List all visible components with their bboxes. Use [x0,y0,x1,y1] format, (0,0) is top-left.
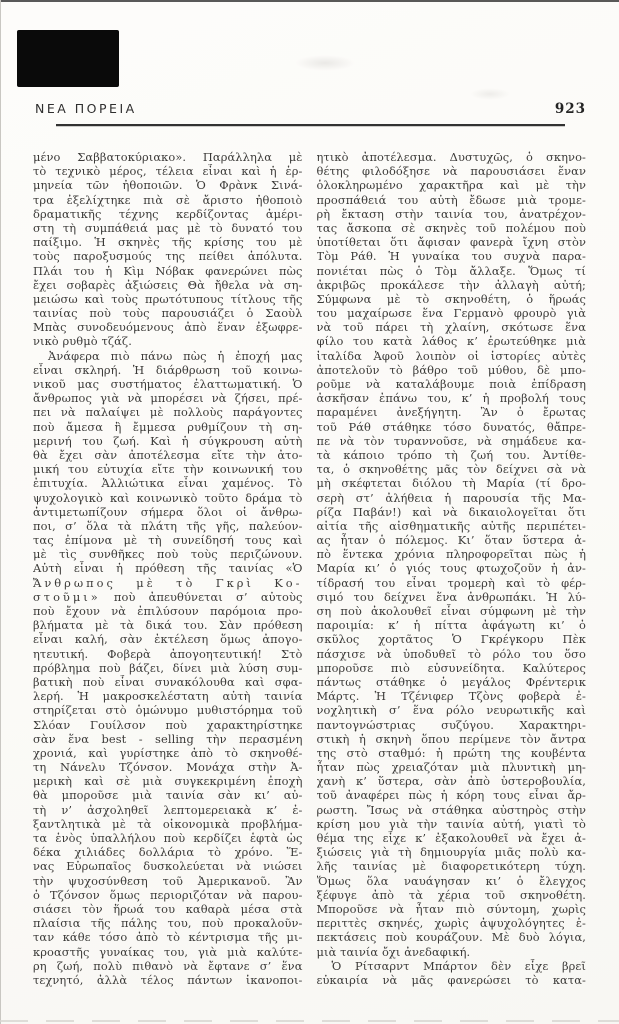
text-line: αἰτία τῆς αἰσθηματικῆς αὐτῆς περιπέτει- [316,518,586,533]
text-line: ρη ζωή, πολὺ πιθανὸ νὰ ἔφτανε σ’ ἕνα [33,958,303,973]
text-line: βατικὴ ποὺ εἶναι συνακόλουθα καὶ σφα- [33,674,303,689]
text-line: Αὐτὴ εἶναι ἡ πρόθεση τῆς ταινίας «Ὁ [33,561,303,576]
text-line: Ὅμως ὅλα ναυάγησαν κι’ ὁ ἔλεγχος [316,873,586,888]
text-line: ρίζα Παβάν!) καὶ νὰ δικαιολογεῖται ὅτι [316,504,586,519]
text-line: δέκα χιλιάδες δολλάρια τὸ χρόνο. Ἕ- [33,845,303,860]
text-line: ας ἦταν ὁ πόλεμος. Κι’ ὅταν ὕστερα ἀ- [316,533,586,548]
text-line: μένο Σαββατοκύριακο». Παράλληλα μὲ [33,150,303,164]
text-line: τὴ ν’ ἀσχοληθεῖ λεπτομερειακὰ κ’ ἐ- [33,802,303,817]
text-line: νικὸ ρυθμὸ τζάζ. [33,334,132,349]
text-line: Μαρία κι’ ὁ γιός τους φτωχοζοῦν ἡ ἀν- [316,561,586,576]
text-line: παίξιμο. Ἡ σκηνὲς τῆς κρίσης του μὲ [33,235,303,250]
text-line: τας ἐπίμονα μὲ τὴ συνείδησή τους καὶ [33,533,303,548]
text-line: ἐπιτυχία. Ἀλλιώτικα εἶναι χαμένος. Τὸ [33,476,303,491]
right-column [317,150,587,987]
text-line: πονιέται πὼς ὁ Τὸμ ἄλλαξε. Ὅμως τί [316,263,586,278]
text-line: στοῦμι» ποὺ ἀπευθύνεται σ’ αὐτοὺς [33,589,303,604]
text-line: μειώσω καὶ τοὺς πρωτότυπους τίτλους τῆς [33,291,303,306]
text-line: ψυχολογικὸ καὶ κοινωνικὸ τοῦτο δράμα τὸ [33,490,303,505]
text-line: τη Νάνελυ Τζόνσον. Μονάχα στὴν Ἀ- [33,760,303,775]
text-line: προσπάθειά του αὐτὴ ἔδωσε μιὰ τρομε- [316,192,586,207]
text-line: μερικὴ καὶ σὲ μιὰ συγκεκριμένη ἐποχὴ [33,774,303,789]
text-line: τρα ἐξελίχτηκε πιὰ σὲ ἄριστο ἠθοποιὸ [33,192,303,207]
text-line: περιττὲς σκηνές, χωρὶς ἀψυχολόγητες ἐ- [316,916,586,931]
text-line: ποι, σ’ ὅλα τὰ πλάτη τῆς γῆς, παλεύον- [33,518,303,533]
text-line: ἀντιμετωπίζουν σήμερα ὅλοι οἱ ἄνθρω- [33,504,303,519]
text-line: ἀποτελοῦν τὸ βάθρο τοῦ μύθου, δὲ μπο- [316,362,586,377]
header-rule [56,124,565,126]
scan-bottom-edge [0,1020,619,1022]
text-line: πε νὰ τὸν τυραννοῦσε, νὰ σημάδευε κα- [316,433,586,448]
text-line: ταν κάθε τόσο ἀπὸ τὸ κέντρισμα τῆς μι- [33,930,303,945]
text-line: πάντως στάθηκε ὁ μεγάλος Φρέντερικ [316,674,586,689]
text-line: στικὴ ἡ σκηνὴ ὅπου περίμενε τὸν ἄντρα [316,731,586,746]
text-line: Μπὰς συνοδευόμενους ἀπὸ ἕναν ἐξωφρε- [33,320,303,335]
text-line: στηρίζεται στὸ ὁμώνυμο μυθιστόρημα τοῦ [33,703,303,718]
text-line: ρωστη. Ἴσως νὰ στάθηκα αὐστηρὸς στὴν [316,802,586,817]
text-line: ἔχει σοβαρὲς ἀξιώσεις Θὰ ἤθελα νὰ ση- [33,277,303,292]
text-line: μὲ τὶς συνθῆκες ποὺ τοὺς περιζώνουν. [33,547,303,562]
text-line: τεχνητό, ἀλλὰ τέλος πάντων ἱκανοποι- [33,972,303,987]
text-line: ξιώσεις γιὰ τὴ δημιουργία μιᾶς πολὺ κα- [316,845,586,860]
text-line: τὰ κάποιο τρόπο τὴ ζωή του. Ἀντίθε- [316,447,586,462]
text-line: τίδρασή του εἶναι τρομερὴ καὶ τὸ φέρ- [316,575,586,590]
text-line: πὸ ἕντεκα χρόνια πληροφορεῖται πὼς ἡ [316,547,586,562]
text-line: μηνεία τῶν ἠθοποιῶν. Ὁ Φρὰνκ Σινά- [33,178,303,193]
left-column [33,150,303,987]
text-line: εἶναι καλή, σὰν ἐκτέλεση ὅμως ἀπογο- [33,632,303,647]
scan-top-edge [0,0,619,2]
emphasized-film-title: Ἄνθρωπος μὲ τὸ Γκρὶ Κο- [33,575,303,590]
text-line: σκῦλος χορτᾶτος Ὁ Γκρέγκορυ Πὲκ [316,632,586,647]
text-line: κρίση μου γιὰ τὴν ταινία αὐτή, γιατὶ τὸ [316,816,586,831]
text-line: ποὺ ἔχουν νὰ ἐπιλύσουν παρόμοια προ- [33,604,303,618]
text-line: ἄνθρωπος γιὰ νὰ μπορέσει νὰ ζήσει, πρέ- [33,391,303,406]
text-line: νικοῦ μας συστήματος ἐλαττωματική. Ὁ [33,377,303,391]
text-line: παραμένει ἀνεξήγητη. Ἂν ὁ ἔρωτας [316,405,586,420]
text-line: ροῦμε νὰ καταλάβουμε ποιὰ ἐπίδραση [316,377,586,391]
text-line: ητευτική. Φοβερὰ ἀπογοητευτική! Στὸ [33,646,303,661]
article-body [33,150,586,987]
text-line: μερινή του ζωή. Καὶ ἡ σύγκρουση αὐτὴ [33,433,303,448]
text-line: κροαστῆς γυναίκας του, γιὰ μιὰ καλύτε- [33,944,303,959]
text-line: Μποροῦσε νὰ ἦταν πιὸ σύντομη, χωρὶς [316,901,586,916]
text-line: βλήματα μὲ τὰ δικά του. Σὰν πρόθεση [33,618,303,633]
text-line: παντογνώστριας συζύγου. Χαρακτηρι- [316,717,586,732]
text-line: νὰ τοῦ πάρει τὴ χλαίνη, σκότωσε ἕνα [316,320,586,335]
page-number: 923 [554,101,586,117]
text-line: ξέφυγε ἀπὸ τὰ χέρια τοῦ σκηνοθέτη. [316,887,586,902]
text-line: ἰταλίδα Ἀφοῦ λοιπὸν οἱ ἱστορίες αὐτὲς [316,348,586,363]
text-line: του μαχαίρωσε ἕνα Γερμανὸ φρουρὸ γιὰ [316,306,586,321]
text-line: ὁ Τζόνσον ὅμως περιοριζόταν νὰ παρου- [33,887,303,902]
text-line: νοχλητικὴ σ’ ἕνα ρόλο νευρωτικῆς καὶ [316,703,586,718]
text-line: ρὴ ἔκταση στὴν ταινία του, ἀνατρέχον- [316,206,586,221]
journal-title: ΝΕΑ ΠΟΡΕΙΑ [35,101,137,116]
text-line: μὴ σκέφτεται διόλου τὴ Μαρία (τί δρο- [316,476,586,491]
text-line: τοῦ Ράθ στάθηκε τόσο δυνατός, θἄπρε- [316,419,586,434]
text-line: σερὴ στ’ ἀλήθεια ἡ παρουσία τῆς Μα- [316,490,586,505]
text-line: Σύμφωνα μὲ τὸ σκηνοθέτη, ὁ ἥρωάς [316,291,586,306]
text-line: παροιμία: κ’ ἡ πίττα ἀφάγωτη κι’ ὁ [316,618,586,633]
text-line: μποροῦσε πιὸ εὐσυνείδητα. Καλύτερος [316,660,586,675]
text-line: ποὺ ἄμεσα ἢ ἔμμεσα ρυθμίζουν τὴ ση- [33,419,303,434]
text-line: τα, ὁ σκηνοθέτης μᾶς τὸν δείχνει σὰ νὰ [316,462,586,477]
scan-left-edge [0,0,1,1024]
text-line: ση ποὺ ἀκολουθεῖ εἶναι σύμφωνη μὲ τὴν [316,604,586,618]
text-line: τοὺς παροξυσμούς της πείθει ἀπόλυτα. [33,249,303,264]
text-line: χανὴ κ’ ὕστερα, σὰν ἀπὸ ὑστεροβουλία, [316,774,586,789]
text-line: εἶναι σκληρή. Ἡ διάρθρωση τοῦ κοινω- [33,362,303,377]
text-line: ητικὸ ἀποτέλεσμα. Δυστυχῶς, ὁ σκηνο- [316,150,586,164]
text-line: Ἀνάφερα πιὸ πάνω πὼς ἡ ἐποχή μας [48,348,303,363]
text-line: δραματικῆς τέχνης κερδίζοντας ἀμέρι- [33,206,303,221]
page-header [35,101,586,119]
text-line: πει νὰ παλαίψει μὲ πολλοὺς παράγοντες [33,405,303,420]
text-line: στη τὴ συμπάθειά μας μὲ τὸ δυνατό του [33,220,303,235]
text-line: ὁλοκληρωμένο χαρακτῆρα καὶ μὲ τὴν [316,178,586,193]
scan-smudge [295,55,355,71]
text-line: εὐκαιρία νὰ μᾶς φανερώσει τὸ κατα- [316,972,586,987]
text-line: μική του εὐτυχία εἴτε τὴν κοινωνική του [33,462,303,477]
text-line: τὴν ψυχοσύνθεση τοῦ Ἀμερικανοῦ. Ἂν [33,873,303,888]
text-line: σὰν ἕνα best - selling τὴν περασμένη [33,731,303,746]
text-line: θέτης φιλοδόξησε νὰ παρουσιάσει ἕναν [316,164,586,179]
text-line: ταινίας ποὺ τοὺς παρουσιάζει ὁ Σαοὺλ [33,306,303,321]
text-line: τὸ τεχνικὸ μέρος, τέλεια εἶναι καὶ ἡ ἑρ- [33,164,303,179]
black-ink-mark-artifact [17,30,119,87]
text-line: τας ἄσκοπα σὲ σκηνὲς τοῦ πολέμου ποὺ [316,220,586,235]
text-line: Σλόαν Γουίλσον ποὺ χαρακτηρίστηκε [33,717,303,732]
text-line: θὰ ἔχει σὰν ἀποτέλεσμα εἴτε τὴν ἀτο- [33,447,303,462]
text-line: θὰ μποροῦσε μιὰ ταινία σὰν κι’ αὐ- [33,788,303,803]
text-line: Πλάι του ἡ Κὶμ Νόβακ φανερώνει πὼς [33,263,303,278]
text-line: τα ἑνὸς ὑπαλλήλου ποὺ κερδίζει ἑφτὰ ὡς [33,831,303,845]
text-line: σιάσει τὸν ἥρωά του καθαρὰ μέσα στὰ [33,901,303,916]
text-line: πεκτάσεις ποὺ κουράζουν. Μὲ δυὸ λόγια, [316,930,586,945]
text-line: πάσχισε νὰ ὑποδυθεῖ τὸ ρόλο του ὅσο [316,646,586,661]
text-line: ἀκριβῶς προκάλεσε τὴν ἀλλαγὴ αὐτή; [316,277,586,292]
text-line: ὑποτίθεται ὅτι ἄφισαν φανερὰ ἴχνη στὸν [316,235,586,250]
text-line: ἀσκῆσαν ἐπάνω του, κ’ ἡ προβολή τους [316,391,586,406]
text-line: λερή. Ἡ μακροσκελέστατη αὐτὴ ταινία [33,689,303,704]
text-line [33,576,303,590]
text-line: λῆς ταινίας μὲ διαφορετικότερη τύχη. [316,859,586,874]
text-line: πλαίσια τῆς πάλης του, ποὺ προκαλοῦν- [33,916,303,931]
text-line: Ὁ Ρίτσαρντ Μπάρτον δὲν εἶχε βρεῖ [331,958,586,973]
scan-smudge [470,88,510,100]
text-line: Μάρτς. Ἡ Τζένιφερ Τζὸνς φοβερὰ ἐ- [316,689,586,704]
text-line: χρονιά, καὶ γυρίστηκε ἀπὸ τὸ σκηνοθέ- [33,745,303,760]
text-line: μιὰ ταινία ὄχι ἀνεδαφική. [316,944,471,959]
text-line: φίλο του κατὰ λάθος κ’ ἐρωτεύθηκε μιὰ [316,334,586,349]
emphasized-film-title: στοῦμι» [33,589,101,604]
text-line: Τὸμ Ράθ. Ἡ γυναίκα του συχνὰ παρα- [316,249,586,264]
text-line: σιμό του δείχνει ἕνα ἀνθρωπάκι. Ἡ λύ- [316,589,586,604]
text-line: θέμα της εἶχε κ’ ἐξακολουθεῖ νὰ ἔχει ἀ- [316,831,586,845]
text-line: ξαντλητικὰ μὲ τὰ οἰκονομικὰ προβλήμα- [33,816,303,831]
text-line: ἦταν πὼς χρειαζόταν μιὰ πλυντικὴ μη- [316,760,586,775]
text-line: νας Εὐρωπαῖος δυσκολεύεται νὰ νιώσει [33,859,303,874]
text-line: της στὸ σταθμό: ἡ πρώτη της κουβέντα [316,745,586,760]
text-line: πρόβλημα ποὺ βάζει, δίνει μιὰ λύση συμ- [33,660,303,675]
text-line: τοῦ ἀναφέρει πὼς ἡ κόρη τους εἶναι ἄρ- [316,788,586,803]
